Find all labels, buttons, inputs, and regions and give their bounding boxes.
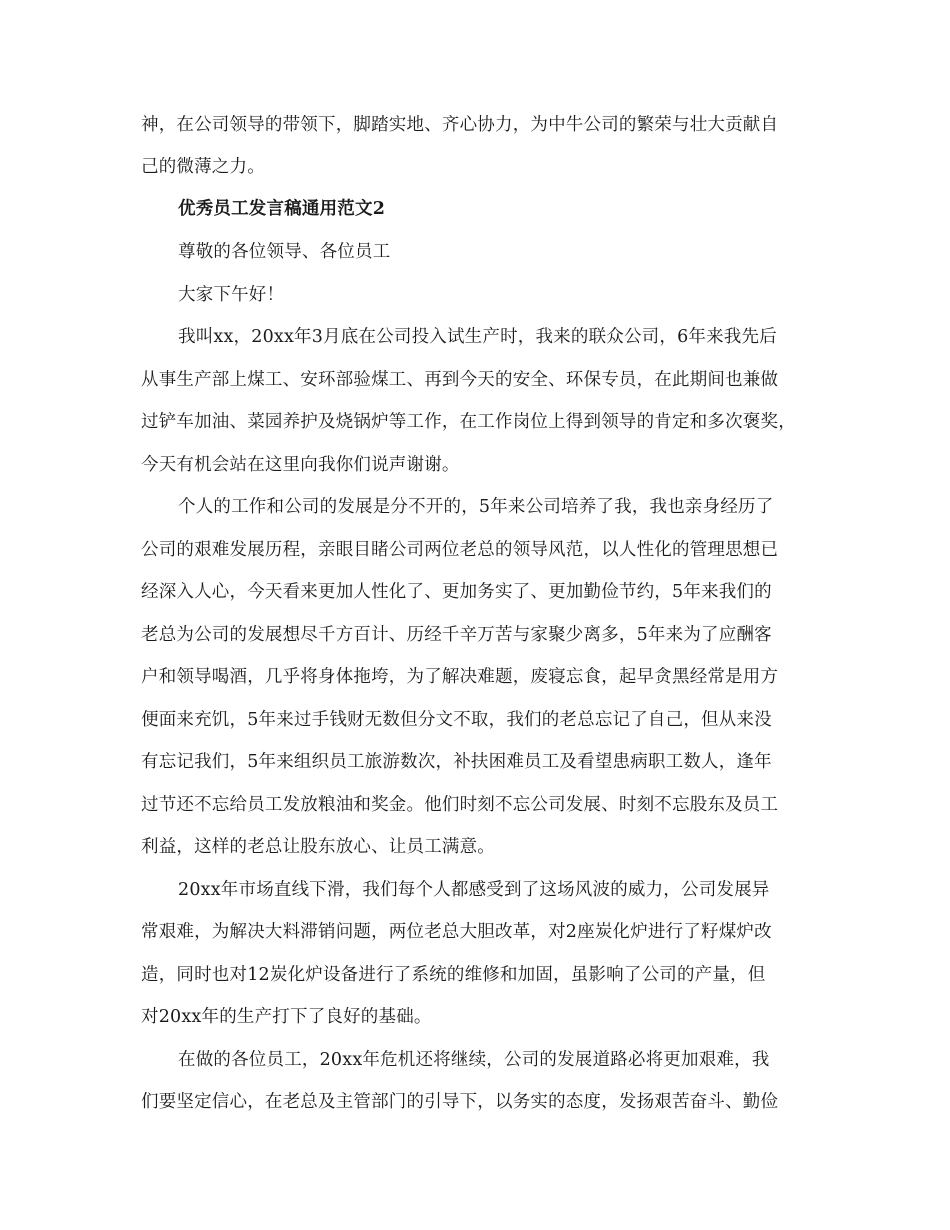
text-line: 个人的工作和公司的发展是分不开的，5年来公司培养了我，我也亲身经历了: [178, 497, 774, 517]
text-line: 利益，这样的老总让股东放心、让员工满意。: [141, 837, 495, 857]
text-line: 有忘记我们，5年来组织员工旅游数次，补扶困难员工及看望患病职工数人，逢年: [141, 752, 772, 772]
text-line: 今天有机会站在这里向我你们说声谢谢。: [141, 455, 460, 475]
salutation: 尊敬的各位领导、各位员工: [178, 242, 391, 262]
text-line: 过铲车加油、菜园养护及烧锅炉等工作，在工作岗位上得到领导的肯定和多次褒奖，: [141, 412, 796, 432]
text-line: 神，在公司领导的带领下，脚踏实地、齐心协力，为中牛公司的繁荣与壮大贡献自: [141, 115, 779, 135]
text-line: 公司的艰难发展历程，亲眼目睹公司两位老总的领导风范，以人性化的管理思想已: [141, 540, 779, 560]
text-line: 20xx年市场直线下滑，我们每个人都感受到了这场风波的威力，公司发展异: [178, 880, 770, 900]
text-line: 我叫xx，20xx年3月底在公司投入试生产时，我来的联众公司，6年来我先后: [178, 327, 777, 347]
text-line: 在做的各位员工，20xx年危机还将继续，公司的发展道路必将更加艰难，我: [178, 1050, 770, 1070]
text-line: 过节还不忘给员工发放粮油和奖金。他们时刻不忘公司发展、时刻不忘股东及员工: [141, 795, 779, 815]
section-heading: 优秀员工发言稿通用范文2: [178, 199, 386, 219]
text-line: 己的微薄之力。: [141, 157, 265, 177]
text-line: 从事生产部上煤工、安环部验煤工、再到今天的安全、环保专员，在此期间也兼做: [141, 370, 779, 390]
text-line: 老总为公司的发展想尽千方百计、历经千辛万苦与家聚少离多，5年来为了应酬客: [141, 625, 772, 645]
text-line: 户和领导喝酒，几乎将身体拖垮，为了解决难题，废寝忘食，起早贪黑经常是用方: [141, 667, 779, 687]
text-line: 常艰难，为解决大料滞销问题，两位老总大胆改革，对2座炭化炉进行了籽煤炉改: [141, 922, 772, 942]
greeting: 大家下午好！: [178, 285, 285, 305]
text-line: 便面来充饥，5年来过手钱财无数但分文不取，我们的老总忘记了自己，但从来没: [141, 710, 772, 730]
text-line: 们要坚定信心，在老总及主管部门的引导下，以务实的态度，发扬艰苦奋斗、勤俭: [141, 1092, 779, 1112]
text-line: 对20xx年的生产打下了良好的基础。: [141, 1007, 432, 1027]
text-line: 经深入人心，今天看来更加人性化了、更加务实了、更加勤俭节约，5年来我们的: [141, 582, 772, 602]
text-line: 造，同时也对12炭化炉设备进行了系统的维修和加固，虽影响了公司的产量，但: [141, 965, 766, 985]
